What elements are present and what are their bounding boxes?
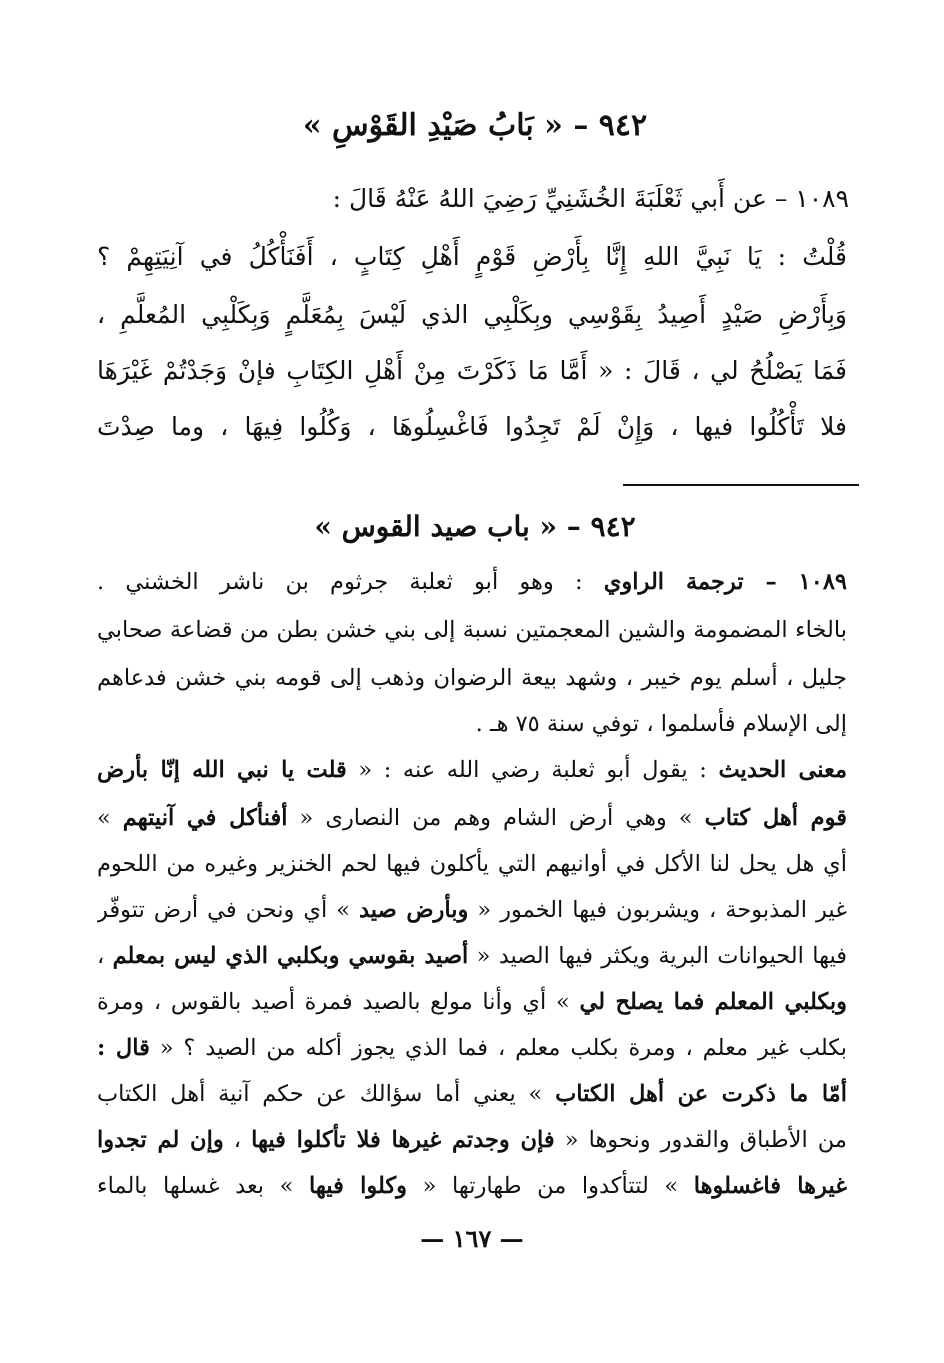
commentary-line: بالخاء المضمومة والشين المعجمتين نسبة إلى بني خشن بطن من قضاعة صحابي (97, 617, 847, 643)
quoted-run: وبكلبي المعلم فما يصلح لي (579, 989, 847, 1015)
commentary-line (97, 978, 847, 1026)
text-run: » أي وأنا مولع بالصيد فمرة أصيد بالقوس ، ومرة (97, 989, 580, 1015)
commentary-line (97, 746, 847, 794)
quoted-run: وبأرض صيد (358, 897, 469, 923)
text-run: ، (223, 1127, 252, 1153)
quoted-run: قوم أهل كتاب (704, 805, 847, 831)
hadith-line: فلا تَأْكُلُوا فيها ، وَإِنْ لَمْ تَجِدُوا فَاغْسِلُوهَا ، وَكُلُوا فِيهَا ، وما صِدْتَ (97, 412, 847, 441)
hadith-line: وَبِأَرْضِ صَيْدٍ أَصِيدُ بِقَوْسِي وبِكَلْبِي الذي لَيْسَ بِمُعَلَّمٍ وَبِكَلْبِي المُعلَّمِ ، (97, 300, 847, 329)
text-run: من الأطباق والقدور ونحوها « (554, 1127, 847, 1153)
text-run: : يقول أبو ثعلبة رضي الله عنه : « (346, 757, 719, 783)
commentary-line (97, 1116, 847, 1164)
commentary-line (97, 794, 847, 842)
quoted-run: وكلوا فيها (309, 1173, 408, 1199)
hadith-line: قُلْتُ : يَا نَبِيَّ اللهِ إِنَّا بِأَرْضِ قَوْمٍ أَهْلِ كِتَابٍ ، أَفَنَأْكُلُ في آنِيَتِهِمْ ؟ (97, 242, 847, 271)
commentary-line (97, 932, 847, 980)
text-run: بكلب غير معلم ، ومرة بكلب معلم ، فما الذي يجوز أكله من الصيد ؟ « (149, 1035, 847, 1061)
text-run: » لتتأكدوا من طهارتها « (407, 1173, 694, 1199)
commentary-line: أي هل يحل لنا الأكل في أوانيهم التي يأكلون فيها لحم الخنزير وغيره من اللحوم (97, 851, 847, 877)
quoted-run: أصيد بقوسي وبكلبي الذي ليس بمعلم (112, 943, 469, 969)
commentary-line: إلى الإسلام فأسلموا ، توفي سنة ٧٥ هـ . (475, 711, 847, 737)
quoted-run: وإن لم تجدوا (97, 1127, 224, 1153)
commentary-line: جليل ، أسلم يوم خيبر ، وشهد بيعة الرضوان وذهب إلى قومه بني خشن فدعاهم (97, 665, 847, 691)
commentary-line (97, 1162, 847, 1210)
text-run: غير المذبوحة ، ويشربون فيها الخمور « (468, 897, 847, 923)
hadith-chapter-title: ٩٤٢ – « بَابُ صَيْدِ القَوْسِ » (302, 108, 648, 143)
text-run: » يعني أما سؤالك عن حكم آنية أهل الكتاب (97, 1081, 556, 1107)
narrator-heading: ١٠٨٩ – ترجمة الراوي (603, 569, 847, 595)
quoted-run: أمّا ما ذكرت عن أهل الكتاب (555, 1081, 847, 1107)
text-run: فيها الحيوانات البرية ويكثر فيها الصيد « (468, 943, 847, 969)
commentary-line (97, 886, 847, 934)
quoted-run: أفنأكل في آنيتهم (122, 805, 288, 831)
hadith-line: فَمَا يَصْلُحُ لي ، قَالَ : « أَمَّا مَا ذَكَرْتَ مِنْ أَهْلِ الكِتَابِ فإنْ وَجَدْتُمْ غَيْرَهَا (97, 356, 847, 385)
meaning-heading: معنى الحديث (718, 757, 847, 783)
page-number: — ١٦٧ — (420, 1224, 524, 1253)
commentary-line (97, 1070, 847, 1118)
text-run: ، (97, 943, 113, 969)
text-run: » وهي أرض الشام وهم من النصارى « (287, 805, 705, 831)
quoted-run: قال : (97, 1035, 150, 1061)
section-divider (623, 484, 859, 486)
text-run: : وهو أبو ثعلبة جرثوم بن ناشر الخشني . (97, 569, 604, 595)
quoted-run: فإن وجدتم غيرها فلا تأكلوا فيها (251, 1127, 555, 1153)
text-run: » (97, 805, 123, 831)
commentary-line (97, 1024, 847, 1072)
text-run: » بعد غسلها بالماء (97, 1173, 310, 1199)
hadith-line: ١٠٨٩ – عن أَبي ثَعْلَبَةَ الخُشَنِيِّ رَضِيَ اللهُ عَنْهُ قَالَ : (332, 184, 849, 213)
quoted-run: قلت يا نبي الله إنّا بأرض (97, 757, 347, 783)
quoted-run: غيرها فاغسلوها (693, 1173, 847, 1199)
commentary-line (97, 558, 847, 606)
text-run: » أي ونحن في أرض تتوفّر (97, 897, 359, 923)
commentary-chapter-title: ٩٤٢ – « باب صيد القوس » (314, 510, 636, 543)
